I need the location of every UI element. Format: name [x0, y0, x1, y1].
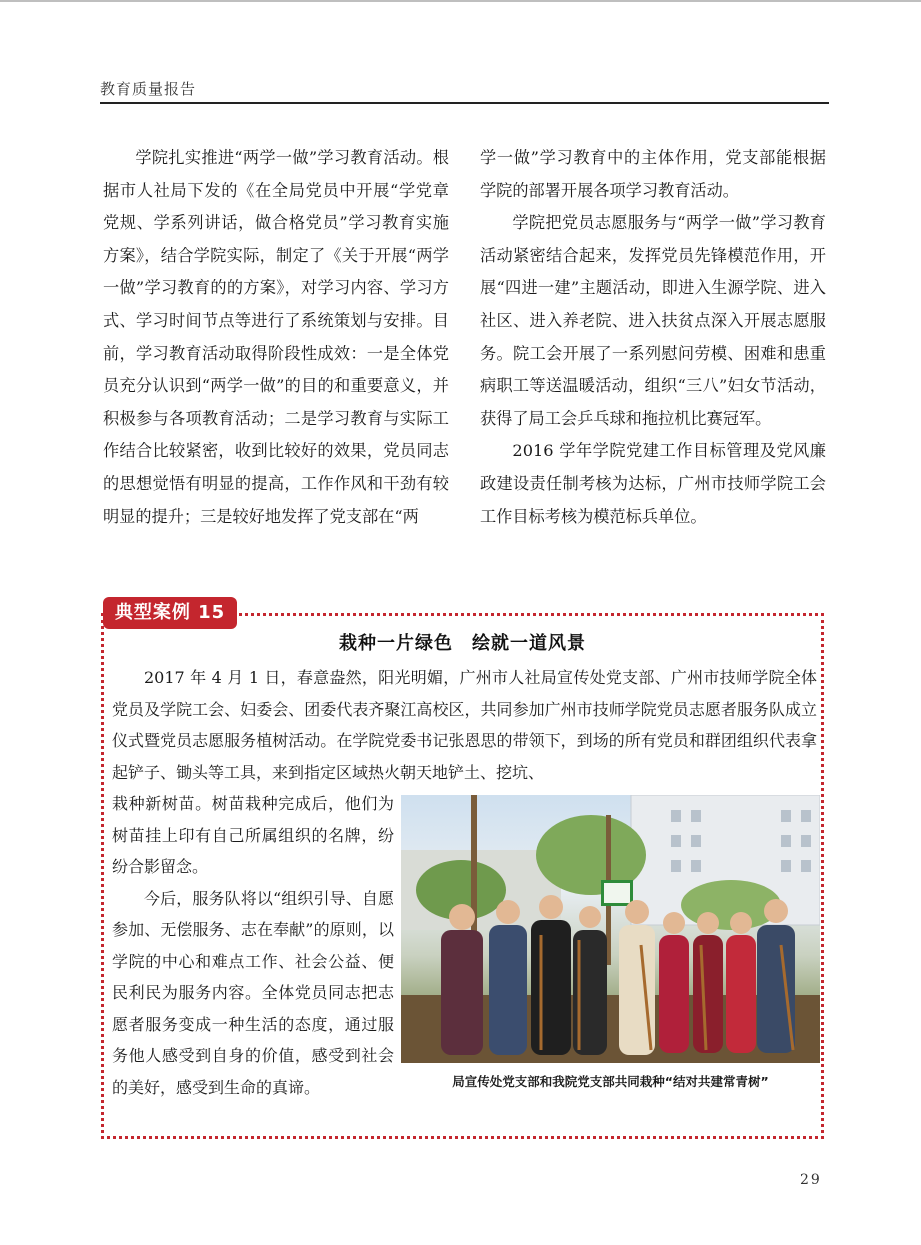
right-paragraph-3: 2016 学年学院党建工作目标管理及党风廉政建设责任制考核为达标，广州市技师学院工会工作目标考核为模范标兵单位。 [480, 441, 826, 526]
photo-illustration [401, 795, 820, 1063]
case-left-text [112, 788, 394, 1103]
page-number: 29 [800, 1172, 822, 1188]
case-intro-paragraph: 2017 年 4 月 1 日，春意盎然，阳光明媚，广州市人社局宣传处党支部、广州市技师学院全体党员及学院工会、妇委会、团委代表齐聚江高校区，共同参加广州市技师学院党员志愿者服务队成立仪式暨党员志愿服务植树活动。在学院党委书记张恩思的带领下，到场的所有党员和群团组织代表拿起铲子、锄头等工具，来到指定区域热火朝天地铲土、挖坑、 [112, 668, 817, 782]
right-column [480, 142, 826, 533]
top-border [0, 0, 921, 2]
left-column [103, 142, 449, 533]
right-paragraph-2: 学院把党员志愿服务与“两学一做”学习教育活动紧密结合起来，发挥党员先锋模范作用，开展“四进一建”主题活动，即进入生源学院、进入社区、进入养老院、进入扶贫点深入开展志愿服务。院工会开展了一系列慰问劳模、困难和患重病职工等送温暖活动，组织“三八”妇女节活动，获得了局工会乒乓球和拖拉机比赛冠军。 [480, 213, 826, 428]
case-left-paragraph-1: 栽种新树苗。树苗栽种完成后，他们为树苗挂上印有自己所属组织的名牌，纷纷合影留念。 [112, 794, 394, 876]
running-header: 教育质量报告 [100, 80, 197, 98]
left-paragraph-1: 学院扎实推进“两学一做”学习教育活动。根据市人社局下发的《在全局党员中开展“学党章党规、学系列讲话，做合格党员”学习教育实施方案》，结合学院实际，制定了《关于开展“两学一做”学习教育的的方案》，对学习内容、学习方式、学习时间节点等进行了系统策划与安排。目前，学习教育活动取得阶段性成效：一是全体党员充分认识到“两学一做”的目的和重要意义，并积极参与各项教育活动；二是学习教育与实际工作结合比较紧密，收到比较好的效果，党员同志的思想觉悟有明显的提高，工作作风和干劲有较明显的提升；三是较好地发挥了党支部在“两 [103, 148, 449, 526]
header-rule [100, 102, 829, 104]
photo-caption: 局宣传处党支部和我院党支部共同栽种“结对共建常青树” [452, 1074, 769, 1089]
tree-planting-photo [401, 795, 820, 1063]
case-left-paragraph-2: 今后，服务队将以“组织引导、自愿参加、无偿服务、志在奉献”的原则，以学院的中心和难点工作、社会公益、便民利民为服务内容。全体党员同志把志愿者服务变成一种生活的态度，通过服务他人感受到自身的价值，感受到社会的美好，感受到生命的真谛。 [112, 888, 394, 1097]
right-paragraph-1: 学一做”学习教育中的主体作用，党支部能根据学院的部署开展各项学习教育活动。 [480, 148, 826, 200]
case-tag: 典型案例 15 [103, 597, 237, 629]
case-title: 栽种一片绿色 绘就一道风景 [339, 633, 586, 654]
